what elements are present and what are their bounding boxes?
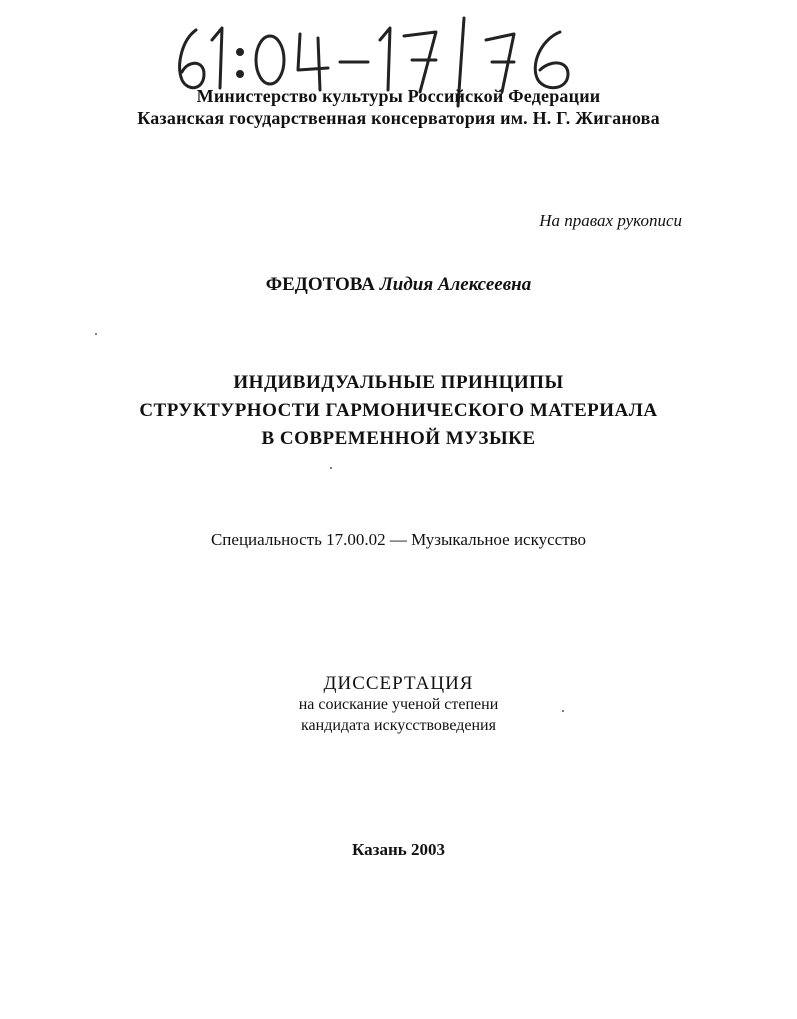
degree-line-2: кандидата искусствоведения [301,717,496,734]
city-year: Казань 2003 [352,840,445,859]
author-given-names: Лидия Алексеевна [379,274,532,295]
dissertation-title-line-1: ИНДИВИДУАЛЬНЫЕ ПРИНЦИПЫ [233,372,564,393]
scan-speck [562,710,564,712]
author-name [0,274,797,296]
author-surname: ФЕДОТОВА [265,274,375,295]
dissertation-title-line-2: СТРУКТУРНОСТИ ГАРМОНИЧЕСКОГО МАТЕРИАЛА [139,400,658,421]
scan-speck [95,333,97,335]
manuscript-rights-note: На правах рукописи [539,211,682,230]
specialty-line: Специальность 17.00.02 — Музыкальное искусство [210,530,587,549]
dissertation-title-line-3: В СОВРЕМЕННОЙ МУЗЫКЕ [261,428,536,449]
scan-speck [330,467,332,469]
conservatory-name: Казанская государственная консерватория им. Н. Г. Жиганова [137,108,660,128]
dissertation-heading: ДИССЕРТАЦИЯ [323,673,474,694]
degree-line-1: на соискание ученой степени [298,696,499,713]
ministry-name: Министерство культуры Российской Федерации [196,86,601,106]
